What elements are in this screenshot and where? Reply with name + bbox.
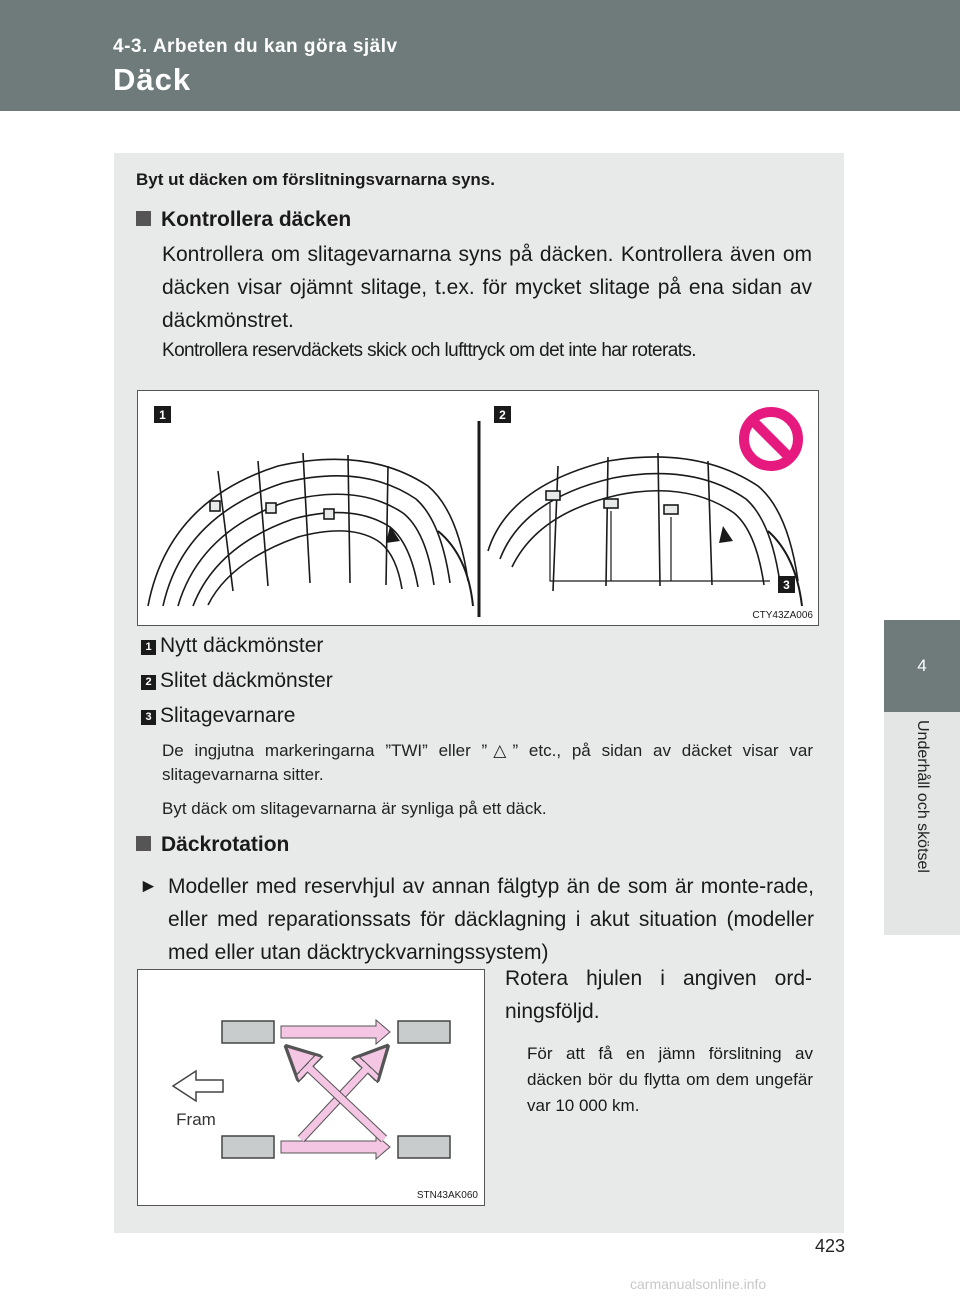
figure-badge-1-text: 1 xyxy=(159,408,166,422)
figure2-code: STN43AK060 xyxy=(416,1190,478,1201)
heading-tire-rotation-text: Däckrotation xyxy=(161,833,290,856)
figure-badge-2-text: 2 xyxy=(499,408,506,422)
wheel-rear-right xyxy=(398,1136,450,1158)
front-label: Fram xyxy=(176,1110,216,1129)
new-tire-drawing xyxy=(148,453,473,606)
legend-badge-3: 3 xyxy=(141,710,156,725)
tire-tread-illustration xyxy=(138,391,818,625)
wheel-front-right xyxy=(222,1136,274,1158)
wheel-front-left xyxy=(222,1021,274,1043)
intro-text: Byt ut däcken om förslitningsvarnarna syns. xyxy=(136,170,495,189)
rotation-figure xyxy=(137,969,485,1206)
replace-note: Byt däck om slitagevarnarna är synliga på ett däck. xyxy=(162,799,547,818)
heading-check-tires xyxy=(136,208,351,232)
chapter-number: 4 xyxy=(884,620,960,712)
section-title: 4-3. Arbeten du kan göra själv xyxy=(113,36,398,57)
models-condition xyxy=(139,870,814,969)
legend-item-3 xyxy=(141,704,295,728)
legend-item-1 xyxy=(141,634,323,658)
figure-badge-3-text: 3 xyxy=(783,578,790,592)
wheel-rear-left xyxy=(398,1021,450,1043)
rotation-instruction: Rotera hjulen i angiven ord-ningsföljd. xyxy=(505,967,812,1023)
chapter-label: Underhåll och skötsel xyxy=(914,720,931,873)
spare-note: Kontrollera reservdäckets skick och lufttryck om det inte har roterats. xyxy=(162,340,696,361)
rotation-note: För att få en jämn förslitning av däcken bör du flytta om dem ungefär var 10 000 km. xyxy=(527,1044,813,1115)
page-number: 423 xyxy=(815,1236,846,1256)
legend-text-3: Slitagevarnare xyxy=(160,704,296,727)
page-title: Däck xyxy=(113,62,192,97)
chapter-tab[interactable] xyxy=(884,620,960,935)
legend-text-2: Slitet däckmönster xyxy=(160,669,333,692)
heading-check-tires-text: Kontrollera däcken xyxy=(161,208,352,231)
heading-tire-rotation xyxy=(136,833,289,857)
pointer-triangle-icon: ► xyxy=(139,876,158,897)
tire-tread-figure xyxy=(137,390,819,626)
models-condition-text: Modeller med reservhjul av annan fälgtyp än de som är monte-rade, eller med reparationssats för däcklagning i akut situation (modeller med eller utan däcktryckvarningssystem) xyxy=(168,875,814,964)
rotation-arrows xyxy=(281,1020,390,1159)
check-paragraph: Kontrollera om slitagevarnarna syns på däcken. Kontrollera även om däcken visar ojämnt slitage, t.ex. för mycket slitage på ena sidan av däckmönstret. xyxy=(162,243,812,332)
legend-badge-1: 1 xyxy=(141,640,156,655)
figure1-code: CTY43ZA006 xyxy=(752,610,813,621)
prohibited-icon xyxy=(744,412,798,466)
worn-tire-drawing xyxy=(488,453,802,606)
legend-text-1: Nytt däckmönster xyxy=(160,634,324,657)
square-bullet-icon xyxy=(136,211,151,226)
watermark: carmanualsonline.info xyxy=(630,1276,767,1292)
chapter-label-box xyxy=(884,712,960,935)
legend-item-2 xyxy=(141,669,333,693)
legend-badge-2: 2 xyxy=(141,675,156,690)
page-header xyxy=(0,0,960,111)
twi-note: De ingjutna markeringarna ”TWI” eller ”△” etc., på sidan av däcket visar var slitagevarnarna sitter. xyxy=(162,741,813,784)
square-bullet-icon xyxy=(136,836,151,851)
rotation-diagram xyxy=(138,970,484,1205)
front-direction-arrow-icon xyxy=(173,1071,223,1101)
